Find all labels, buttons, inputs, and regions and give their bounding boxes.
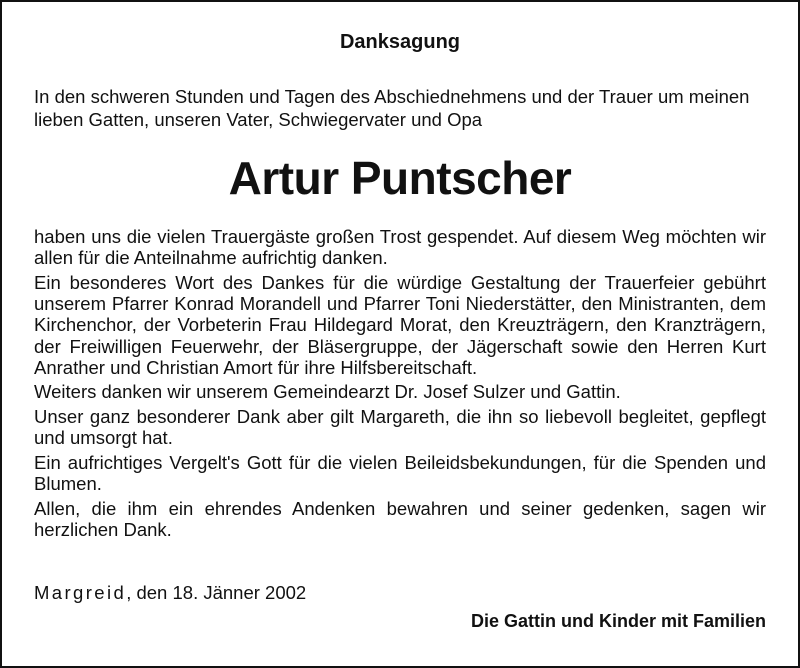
paragraph-special-thanks: Ein besonderes Wort des Dankes für die würdige Gestaltung der Trauerfeier gebührt unserem Pfarrer Konrad Morandell und Pfarrer Toni Niederstätter, den Ministranten, dem Kirchenchor, der Vorbeterin Frau Hildegard Morat, den Kreuzträgern, den Kranzträgern, der Freiwilligen Feuerwehr, der Bläsergruppe, der Jägerschaft sowie den Herren Kurt Anrather und Christian Amort für ihre Hilfsbereitschaft. [34,271,766,378]
paragraph-condolence: haben uns die vielen Trauergäste großen Trost gespendet. Auf diesem Weg möchten wir allen für die Anteilnahme aufrichtig danken. [34,226,766,269]
paragraph-vergelts-gott: Ein aufrichtiges Vergelt's Gott für die vielen Beileidsbekundungen, für die Spenden und Blumen. [34,452,766,495]
notice-title: Danksagung [339,31,461,53]
notice-body [34,226,766,544]
place: Margreid [34,582,127,603]
paragraph-doctor: Weiters danken wir unserem Gemeindearzt Dr. Josef Sulzer und Gattin. [34,381,621,403]
intro-text: In den schweren Stunden und Tagen des Abschiednehmens und der Trauer um meinen lieben Gatten, unseren Vater, Schwiegervater und Opa [34,86,750,130]
deceased-name: Artur Puntscher [228,152,572,204]
place-and-date [34,581,306,604]
signature: Die Gattin und Kinder mit Familien [470,611,766,631]
paragraph-margareth: Unser ganz besonderer Dank aber gilt Margareth, die ihn so liebevoll begleitet, gepflegt und umsorgt hat. [34,406,766,449]
date: , den 18. Jänner 2002 [126,582,307,603]
paragraph-closing: Allen, die ihm ein ehrendes Andenken bewahren und seiner gedenken, sagen wir herzlichen Dank. [34,497,766,541]
